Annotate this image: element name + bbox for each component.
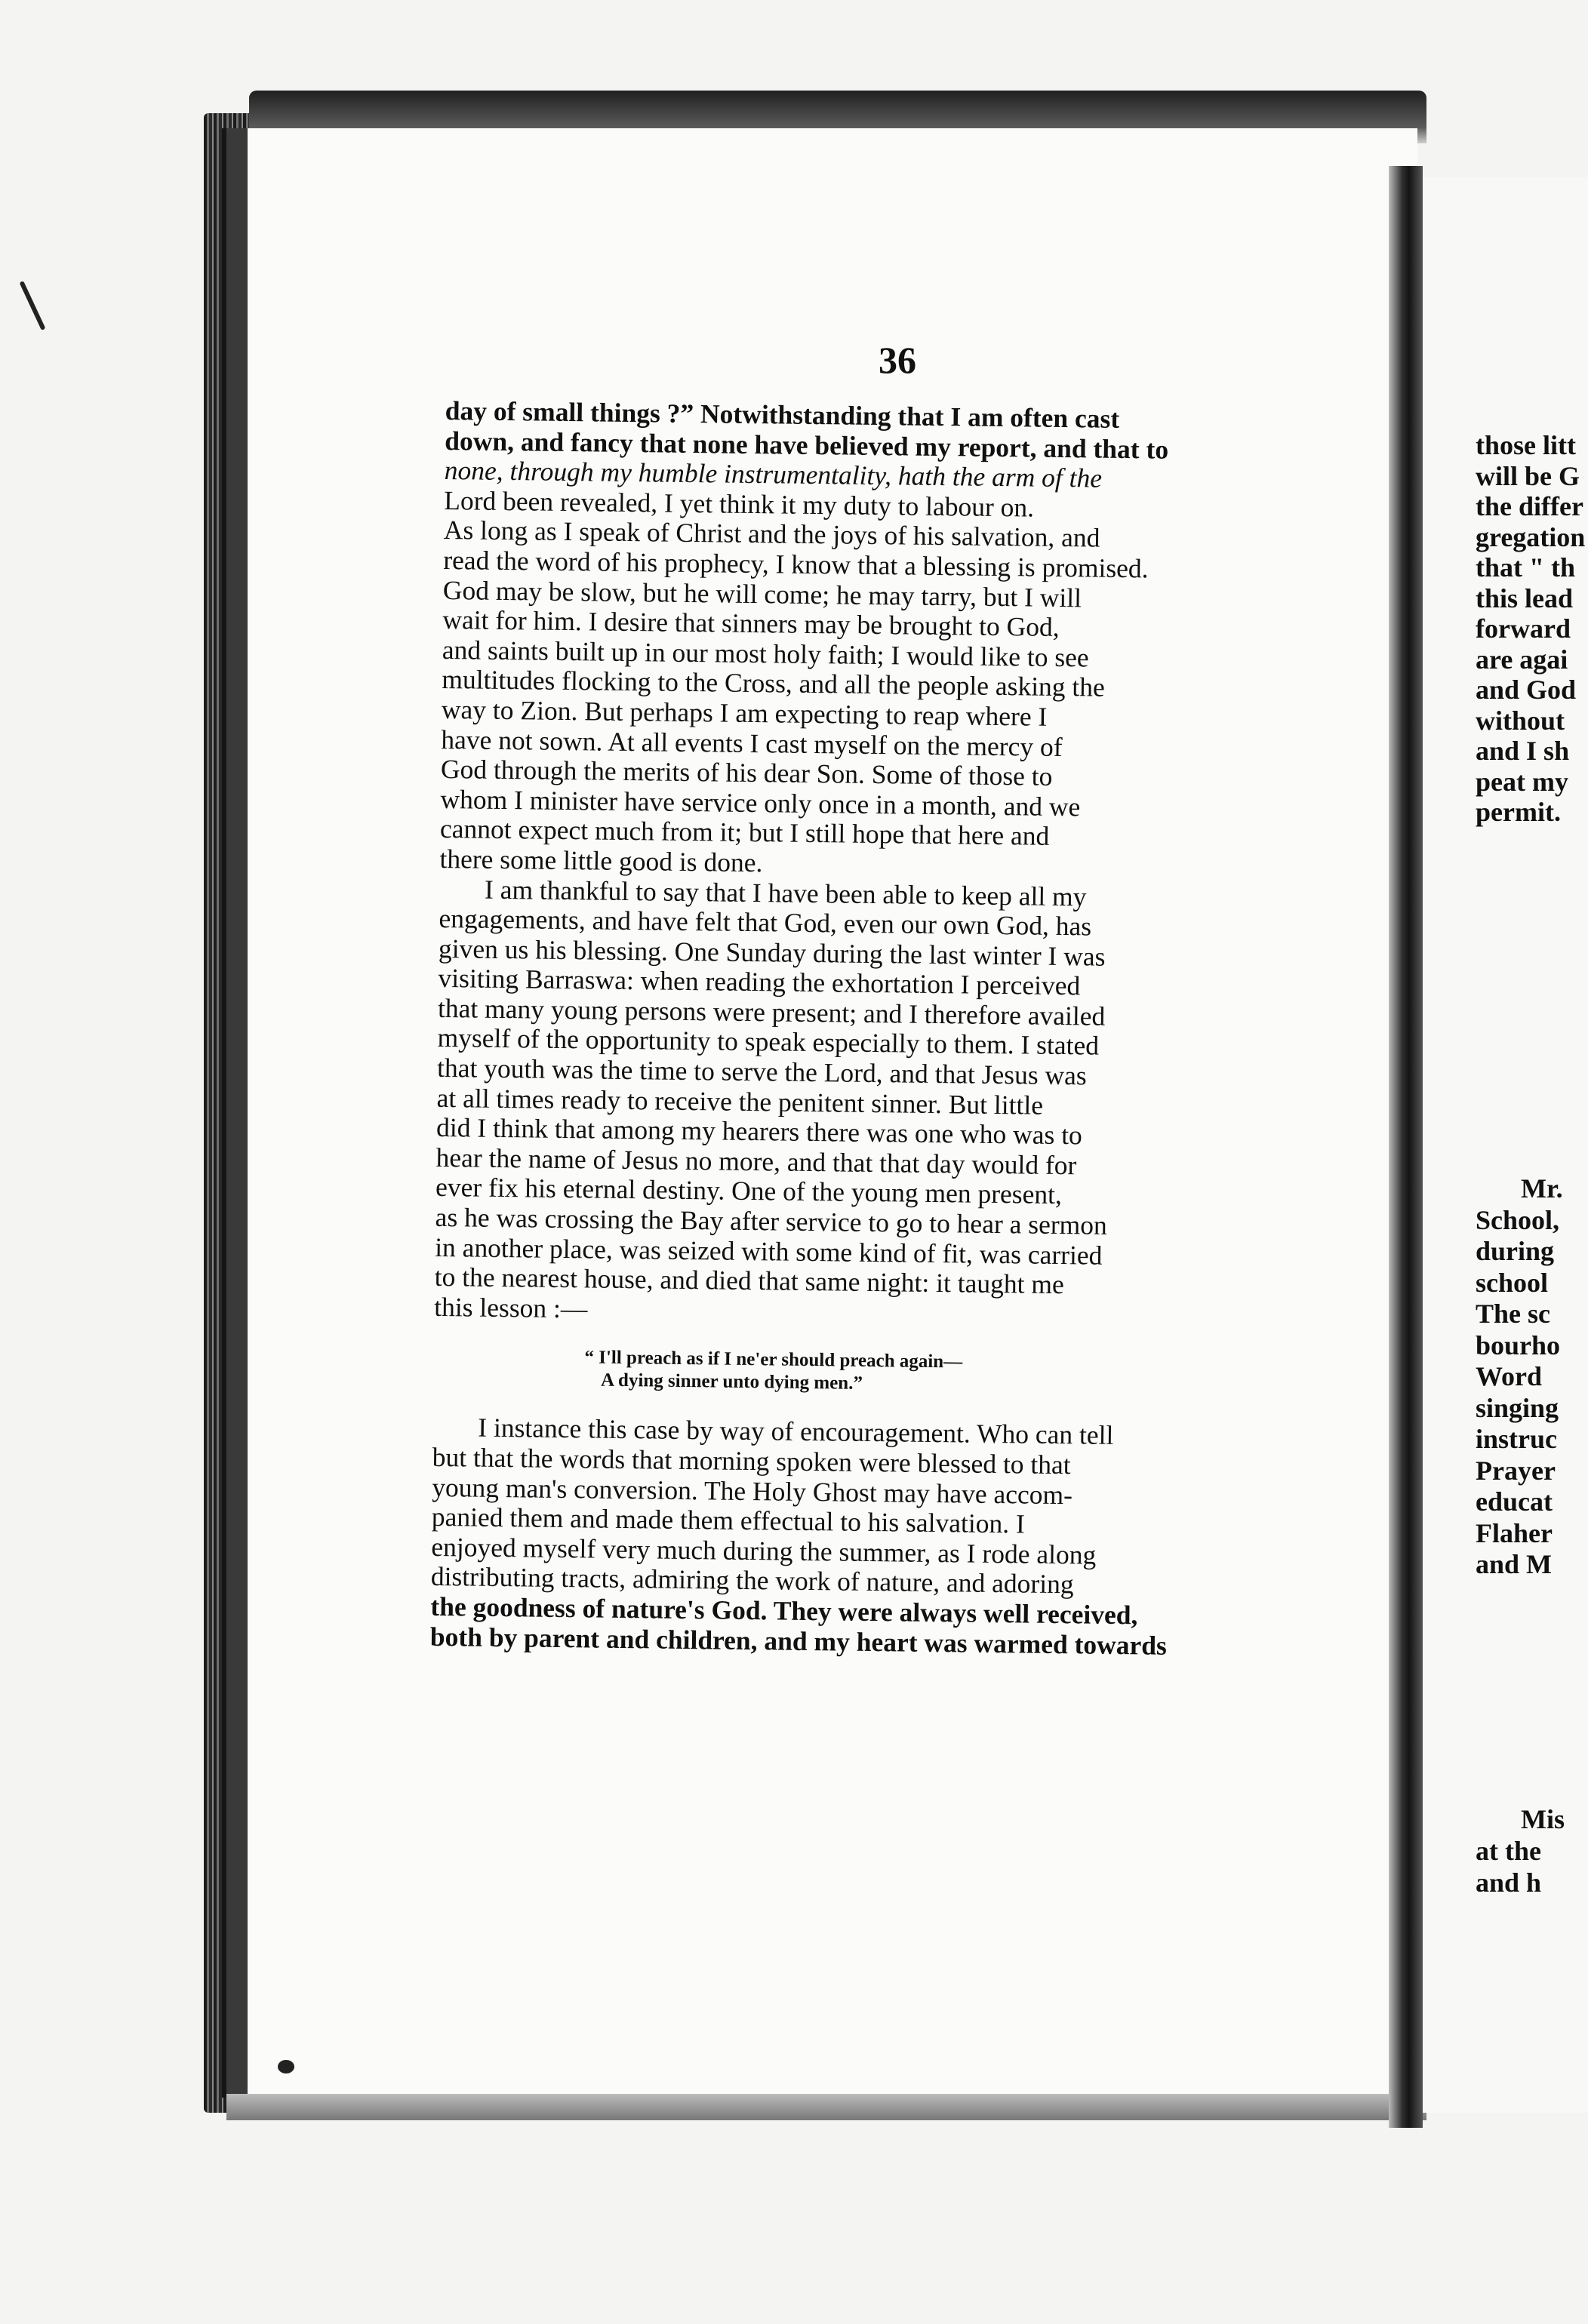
text-line: As long as I speak of Christ and the joys of his salvation, and (443, 515, 1100, 553)
text-line: have not sown. At all events I cast myself on the mercy of (441, 724, 1063, 762)
text-line: without (1476, 705, 1565, 736)
text-line: singing (1476, 1392, 1559, 1423)
text-line: this lead (1476, 583, 1574, 613)
text-line: visiting Barraswa: when reading the exhortation I perceived (438, 963, 1081, 1001)
text-line: ever fix his eternal destiny. One of the young men present, (435, 1172, 1063, 1210)
text-line: whom I minister have service only once in a month, and we (440, 783, 1081, 822)
text-line: God through the merits of his dear Son. Some of those to (440, 754, 1053, 792)
text-line: I instance this case by way of encouragement. Who can tell (478, 1413, 1114, 1451)
text-line: read the word of his prophecy, I know that a blessing is promised. (443, 544, 1149, 584)
text-line: way to Zion. But perhaps I am expecting to reap where I (441, 693, 1048, 732)
text-line: none, through my humble instrumentality, hath the arm of the (444, 455, 1103, 493)
text-line: that youth was the time to serve the Lord, and that Jesus was (436, 1052, 1087, 1091)
text-line: multitudes flocking to the Cross, and all the people asking the (442, 664, 1106, 703)
text-line: during (1476, 1236, 1555, 1266)
text-line: Lord been revealed, I yet think it my duty to labour on. (444, 484, 1035, 523)
text-line: young man's conversion. The Holy Ghost may have accom- (432, 1471, 1073, 1510)
text-line: Mr. (1521, 1173, 1563, 1204)
text-line: panied them and made them effectual to his salvation. I (431, 1502, 1026, 1539)
text-line: peat my (1476, 766, 1568, 797)
text-line: instruc (1476, 1424, 1557, 1454)
text-line: gregation (1476, 521, 1586, 552)
text-line: and I sh (1476, 736, 1570, 766)
text-line: day of small things ?” Notwithstanding that I am often cast (445, 395, 1120, 434)
quote-line: A dying sinner unto dying men.” (600, 1370, 863, 1394)
text-line: those litt (1476, 430, 1576, 460)
text-line: in another place, was seized with some kind of fit, was carried (434, 1231, 1103, 1271)
text-line: School, (1476, 1204, 1560, 1235)
text-line: at the (1476, 1836, 1541, 1866)
text-line: the differ (1476, 491, 1583, 521)
text-line: permit. (1476, 797, 1561, 827)
bottom-page-edge (226, 2094, 1426, 2120)
text-line: enjoyed myself very much during the summer, as I rode along (431, 1531, 1097, 1570)
text-line: that " th (1476, 552, 1575, 583)
text-line: The sc (1476, 1299, 1550, 1329)
text-line: the goodness of nature's God. They were always well received, (430, 1591, 1138, 1631)
text-line: and M (1476, 1549, 1553, 1579)
quote-line: “ I'll preach as if I ne'er should preach again— (584, 1347, 963, 1373)
text-line: Word (1476, 1361, 1543, 1391)
main-text (430, 396, 1328, 1662)
text-line: hear the name of Jesus no more, and that that day would for (435, 1142, 1077, 1181)
text-line: as he was crossing the Bay after service to go to hear a sermon (435, 1201, 1108, 1240)
book-gutter (1389, 166, 1423, 2128)
text-line: cannot expect much from it; but I still hope that here and (439, 813, 1050, 852)
text-line: educat (1476, 1486, 1553, 1517)
facing-page-text-bottom (1476, 1803, 1588, 1898)
text-line: will be G (1476, 460, 1580, 491)
text-line: there some little good is done. (439, 843, 763, 878)
text-line: this lesson :— (434, 1291, 588, 1324)
text-line: God may be slow, but he will come; he may tarry, but I will (442, 574, 1082, 613)
paragraph-1 (439, 396, 1328, 885)
paragraph-2 (434, 874, 1322, 1333)
text-line: did I think that among my hearers there was one who was to (435, 1112, 1083, 1151)
paragraph-3 (430, 1413, 1316, 1662)
text-line: Prayer (1476, 1455, 1556, 1486)
text-line: and saints built up in our most holy faith; I would like to see (442, 634, 1089, 673)
text-line: and God (1476, 675, 1577, 705)
page-number: 36 (879, 339, 916, 381)
text-line: forward (1476, 613, 1571, 644)
text-line: distributing tracts, admiring the work of nature, and adoring (430, 1561, 1074, 1600)
text-line: are agai (1476, 644, 1568, 675)
text-line: and h (1476, 1868, 1542, 1898)
text-line: but that the words that morning spoken were blessed to that (432, 1441, 1071, 1480)
ink-speck (19, 281, 45, 330)
ink-speck (278, 2060, 294, 2073)
text-line: Mis (1521, 1804, 1565, 1834)
text-line: engagements, and have felt that God, even our own God, has (439, 903, 1092, 942)
text-line: school (1476, 1267, 1549, 1298)
text-line: bourho (1476, 1330, 1561, 1360)
text-line: I am thankful to say that I have been able to keep all my (484, 874, 1087, 911)
text-line: that many young persons were present; and I therefore availed (437, 992, 1106, 1031)
facing-page-text-top (1476, 430, 1588, 828)
text-line: wait for him. I desire that sinners may be brought to God, (442, 604, 1060, 643)
text-line: down, and fancy that none have believed my report, and that to (445, 425, 1169, 465)
text-line: at all times ready to receive the penitent sinner. But little (436, 1082, 1044, 1120)
text-line: both by parent and children, and my heart was warmed towards (429, 1621, 1168, 1661)
text-line: to the nearest house, and died that same night: it taught me (434, 1262, 1064, 1300)
facing-page-text-middle (1476, 1173, 1588, 1581)
text-line: Flaher (1476, 1517, 1553, 1548)
text-line: given us his blessing. One Sunday during the last winter I was (438, 933, 1106, 972)
text-line: myself of the opportunity to speak especially to them. I stated (437, 1022, 1100, 1062)
